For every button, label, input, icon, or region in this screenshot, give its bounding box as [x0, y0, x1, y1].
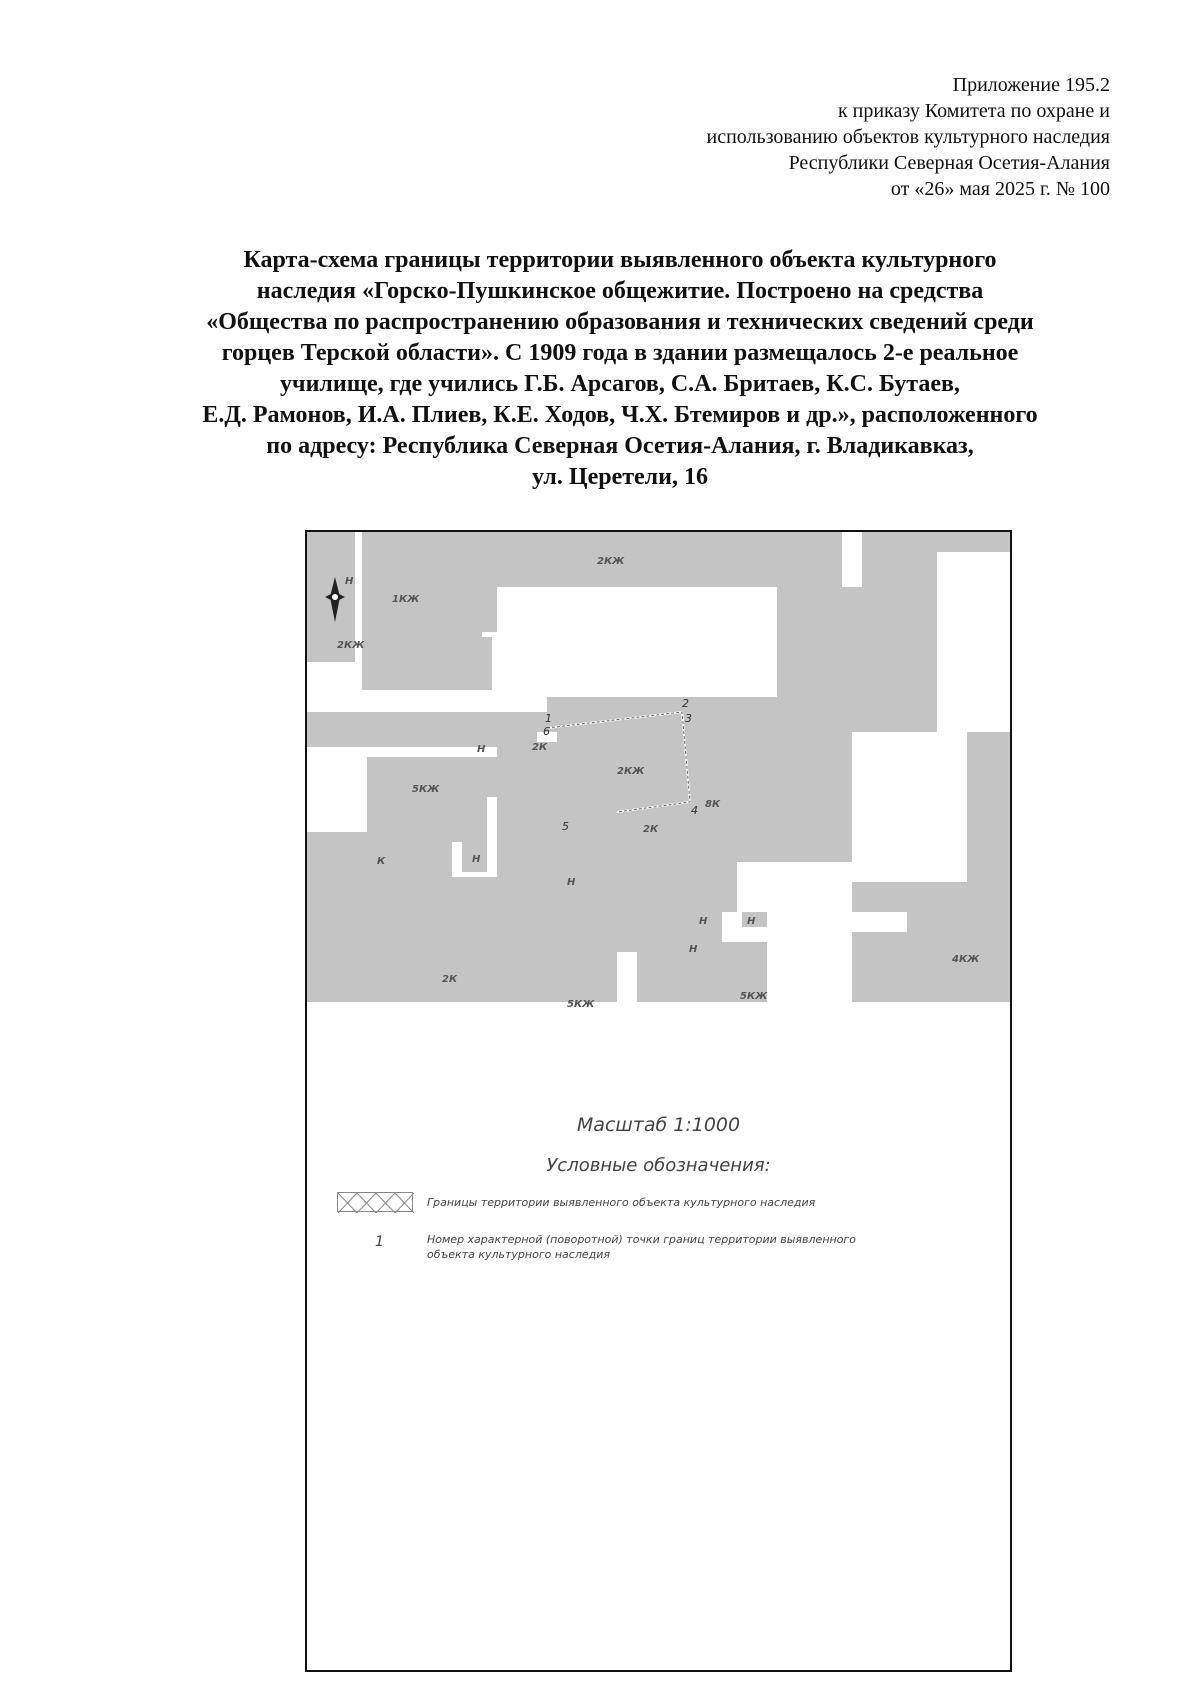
building-label: Н	[477, 744, 486, 755]
building-label: 5КЖ	[567, 999, 595, 1010]
building-label: 2К	[532, 742, 548, 753]
title-line: Карта-схема границы территории выявленного объекта культурного	[243, 247, 997, 273]
legend-point-symbol: 1	[375, 1234, 384, 1250]
document-title	[120, 245, 1120, 493]
title-line: по адресу: Республика Северная Осетия-Алания, г. Владикавказ,	[266, 433, 974, 459]
building	[947, 732, 1010, 882]
building-label: 5КЖ	[412, 784, 440, 795]
header-line: Республики Северная Осетия-Алания	[788, 152, 1110, 174]
building-label: Н	[699, 916, 708, 927]
appendix-header	[707, 72, 1111, 202]
building-label: 5	[562, 820, 569, 833]
boundary-point: 1	[545, 712, 552, 725]
map-scale: Масштаб 1:1000	[576, 1114, 741, 1136]
header-line: Приложение 195.2	[952, 74, 1110, 96]
building-label: Н	[567, 877, 576, 888]
building	[852, 932, 907, 1002]
building-label: Н	[472, 854, 481, 865]
building-label: 1КЖ	[392, 594, 420, 605]
boundary-hatch-icon	[337, 1192, 413, 1212]
building-label: Н	[689, 944, 698, 955]
building-label: 4КЖ	[952, 954, 980, 965]
building	[362, 532, 492, 690]
title-line: Е.Д. Рамонов, И.А. Плиев, К.Е. Ходов, Ч.Х. Бтемиров и др.», расположенного	[202, 402, 1038, 428]
building-label: К	[377, 856, 386, 867]
header-line: использованию объектов культурного наследия	[706, 126, 1110, 148]
building	[687, 732, 737, 912]
boundary-point: 6	[543, 725, 550, 738]
title-line: ул. Церетели, 16	[532, 464, 708, 490]
building-label: 5КЖ	[740, 991, 768, 1002]
building-label: 2КЖ	[337, 640, 365, 651]
building-label: 2КЖ	[617, 766, 645, 777]
map-frame	[305, 530, 1012, 1672]
legend-title: Условные обозначения:	[546, 1155, 771, 1176]
boundary-point: 3	[685, 712, 692, 725]
title-line: наследия «Горско-Пушкинское общежитие. Построено на средства	[256, 278, 984, 304]
title-line: горцев Терской области». С 1909 года в здании размещалось 2-е реальное	[221, 340, 1019, 366]
site-plan-map	[307, 532, 1010, 1092]
boundary-point: 2	[682, 697, 689, 710]
legend-boundary-text: Границы территории выявленного объекта культурного наследия	[427, 1196, 816, 1209]
building-label: 2К	[643, 824, 659, 835]
boundary-point: 4	[691, 804, 698, 817]
building-label: Н	[747, 916, 756, 927]
legend-point-text: Номер характерной (поворотной) точки границ территории выявленного объекта культурного наследия	[427, 1233, 856, 1261]
compass-letter: Н	[345, 576, 354, 587]
building	[777, 587, 862, 667]
title-line: училище, где учились Г.Б. Арсагов, С.А. Бритаев, К.С. Бутаев,	[280, 371, 960, 397]
road	[862, 532, 1010, 732]
building-label: 2КЖ	[597, 556, 625, 567]
header-line: к приказу Комитета по охране и	[837, 100, 1110, 122]
building	[367, 757, 497, 837]
building	[737, 727, 852, 862]
building-label: 2К	[442, 974, 458, 985]
title-line: «Общества по распространению образования и технических сведений среди	[206, 309, 1034, 335]
building-label: 8К	[705, 799, 721, 810]
header-line: от «26» мая 2025 г. № 100	[890, 178, 1110, 200]
